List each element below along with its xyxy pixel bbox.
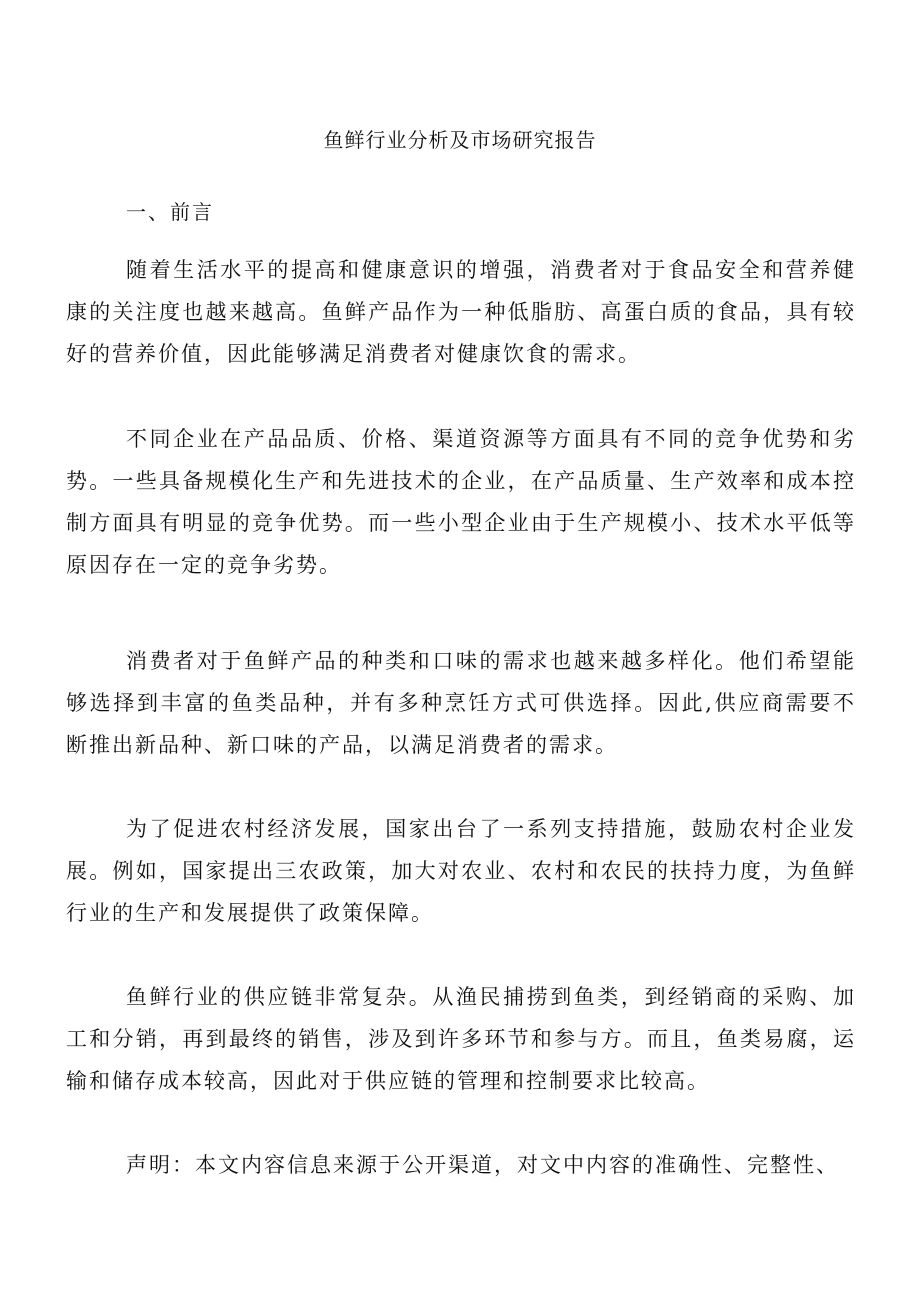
- paragraph: 为了促进农村经济发展，国家出台了一系列支持措施，鼓励农村企业发展。例如，国家提出三农政策，加大对农业、农村和农民的扶持力度，为鱼鲜行业的生产和发展提供了政策保障。: [66, 817, 856, 925]
- document-title: 鱼鲜行业分析及市场研究报告: [323, 128, 597, 152]
- paragraph: 随着生活水平的提高和健康意识的增强，消费者对于食品安全和营养健康的关注度也越来越高。鱼鲜产品作为一种低脂肪、高蛋白质的食品，具有较好的营养价值，因此能够满足消费者对健康饮食的需求。: [66, 258, 856, 366]
- paragraph: 鱼鲜行业的供应链非常复杂。从渔民捕捞到鱼类，到经销商的采购、加工和分销，再到最终的销售，涉及到许多环节和参与方。而且，鱼类易腐，运输和储存成本较高，因此对于供应链的管理和控制要求比较高。: [66, 985, 856, 1093]
- section-heading: 一、前言: [126, 200, 214, 224]
- disclaimer-paragraph: 声明：本文内容信息来源于公开渠道，对文中内容的准确性、完整性、: [126, 1153, 839, 1177]
- paragraph: 不同企业在产品品质、价格、渠道资源等方面具有不同的竞争优势和劣势。一些具备规模化生产和先进技术的企业，在产品质量、生产效率和成本控制方面具有明显的竞争优势。而一些小型企业由于生产规模小、技术水平低等原因存在一定的竞争劣势。: [66, 427, 856, 577]
- paragraph: 消费者对于鱼鲜产品的种类和口味的需求也越来越多样化。他们希望能够选择到丰富的鱼类品种，并有多种烹饪方式可供选择。因此,供应商需要不断推出新品种、新口味的产品，以满足消费者的需求。: [66, 649, 856, 757]
